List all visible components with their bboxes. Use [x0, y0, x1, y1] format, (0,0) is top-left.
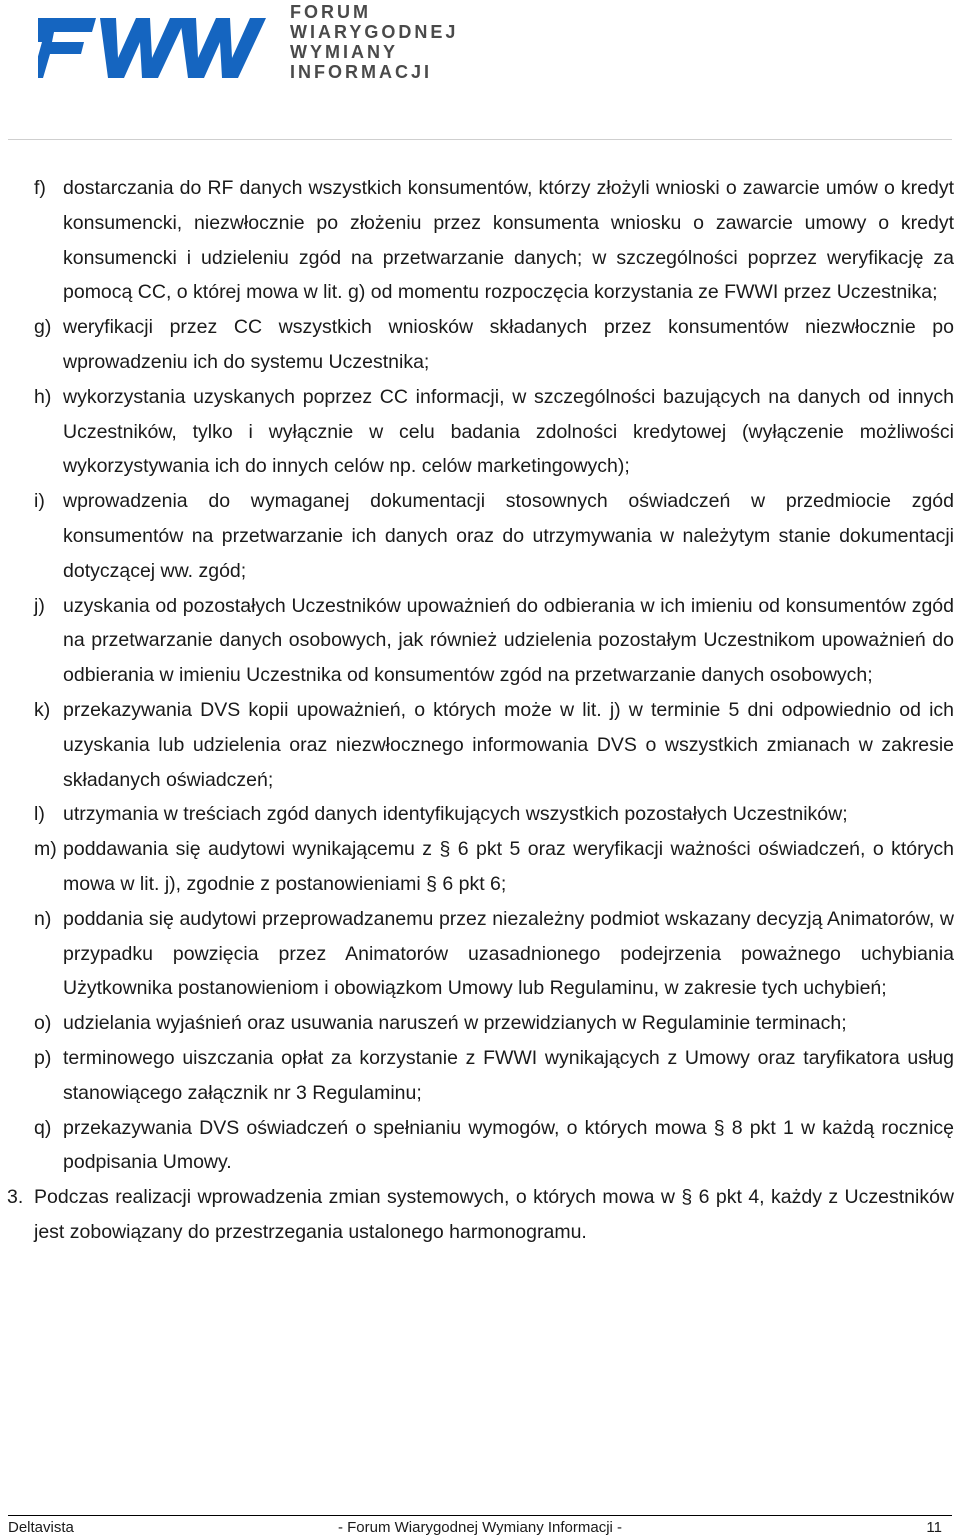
list-item — [0, 380, 960, 484]
item-text: utrzymania w treściach zgód danych identyfikujących wszystkich pozostałych Uczestników; — [63, 803, 848, 826]
item-text: poddania się audytowi przeprowadzanemu przez niezależny podmiot wskazany decyzją Animatorów, w przypadku powzięcia przez Animatorów uzasadnionego podejrzenia poważnego uchybiania Użytkownika postanowieniom i obowiązkom Umowy lub Regulaminu, w zakresie tych uchybień; — [63, 907, 954, 1000]
logo-line: FORUM — [290, 2, 371, 22]
item-text: uzyskania od pozostałych Uczestników upoważnień do odbierania w ich imieniu od konsumentów zgód na przetwarzanie danych osobowych, jak również udzielenia pozostałym Uczestnikom upoważnień do odbierania w imieniu Uczestnika od konsumentów zgód na przetwarzanie danych osobowych; — [63, 594, 954, 687]
page-number: 11 — [926, 1519, 942, 1536]
item-text: wykorzystania uzyskanych poprzez CC informacji, w szczególności bazujących na danych od innych Uczestników, tylko i wyłącznie w celu badania zdolności kredytowej (wyłączenie możliwości wykorzystywania ich do innych celów np. celów marketingowych); — [63, 385, 954, 478]
list-item — [0, 1041, 960, 1111]
item-text: weryfikacji przez CC wszystkich wniosków składanych przez konsumentów niezwłocznie po wprowadzeniu ich do systemu Uczestnika; — [63, 316, 954, 373]
item-label: n) — [34, 907, 52, 930]
page-header — [0, 0, 960, 140]
item-text: poddawania się audytowi wynikającemu z § 6 pkt 5 oraz weryfikacji ważności oświadczeń, o których mowa w lit. j), zgodnie z postanowieniami § 6 pkt 6; — [63, 838, 954, 895]
list-item — [0, 693, 960, 797]
list-item — [0, 832, 960, 902]
list-item — [0, 1111, 960, 1181]
item-label: h) — [34, 385, 52, 408]
logo-line: WIARYGODNEJ — [290, 22, 459, 42]
logo-line: INFORMACJI — [290, 62, 432, 82]
item-label: i) — [34, 490, 45, 513]
list-item — [0, 797, 960, 832]
logo-line: WYMIANY — [290, 42, 398, 62]
list-item — [0, 589, 960, 693]
item-label: g) — [34, 316, 52, 339]
item-text: udzielania wyjaśnień oraz usuwania naruszeń w przewidzianych w Regulaminie terminach; — [63, 1012, 847, 1035]
item-label: o) — [34, 1012, 52, 1035]
item-label: q) — [34, 1116, 52, 1139]
item-label: p) — [34, 1046, 52, 1069]
list-item — [0, 484, 960, 588]
list-item — [0, 1006, 960, 1041]
numbered-paragraph — [0, 1180, 960, 1250]
footer-divider — [8, 1515, 952, 1516]
list-item — [0, 171, 960, 310]
item-label: m) — [34, 838, 57, 861]
item-label: f) — [34, 177, 46, 199]
logo-wordmark — [290, 2, 458, 82]
paragraph-text: Podczas realizacji wprowadzenia zmian systemowych, o których mowa w § 6 pkt 4, każdy z Uczestników jest zobowiązany do przestrzegania ustalonego harmonogramu. — [34, 1186, 954, 1243]
fwwi-logo-icon — [38, 12, 270, 84]
header-divider — [8, 139, 952, 140]
item-text: wprowadzenia do wymaganej dokumentacji stosownych oświadczeń w przedmiocie zgód konsumentów na przetwarzanie ich danych oraz do utrzymywania w należytym stanie dokumentacji dotyczącej ww. zgód; — [63, 490, 954, 582]
paragraph-number: 3. — [7, 1186, 24, 1209]
item-label: k) — [34, 698, 51, 721]
footer-company: Deltavista — [8, 1519, 74, 1536]
document-body — [0, 171, 960, 1250]
list-item — [0, 310, 960, 380]
item-text: przekazywania DVS kopii upoważnień, o których może w lit. j) w terminie 5 dni odpowiednio od ich uzyskania lub udzielenia oraz niezwłocznego informowania DVS o wszystkich zmianach w zakresie składanych oświadczeń; — [63, 698, 954, 791]
footer-title: - Forum Wiarygodnej Wymiany Informacji - — [337, 1519, 623, 1536]
item-text: terminowego uiszczania opłat za korzystanie z FWWI wynikających z Umowy oraz taryfikatora usług stanowiącego załącznik nr 3 Regulaminu; — [63, 1046, 954, 1104]
item-text: dostarczania do RF danych wszystkich konsumentów, którzy złożyli wnioski o zawarcie umów o kredyt konsumencki, niezwłocznie po złożeniu przez konsumenta wniosku o zawarcie umowy o kredyt konsumencki i udzieleniu zgód na przetwarzanie danych; w szczególności poprzez weryfikację za pomocą CC, o której mowa w lit. g) od momentu rozpoczęcia korzystania ze FWWI przez Uczestnika; — [63, 177, 954, 304]
page-footer — [8, 1518, 952, 1540]
item-label: l) — [34, 803, 45, 826]
item-text: przekazywania DVS oświadczeń o spełnianiu wymogów, o których mowa § 8 pkt 1 w każdą rocznicę podpisania Umowy. — [63, 1116, 954, 1174]
item-label: j) — [34, 594, 45, 617]
list-item — [0, 902, 960, 1006]
